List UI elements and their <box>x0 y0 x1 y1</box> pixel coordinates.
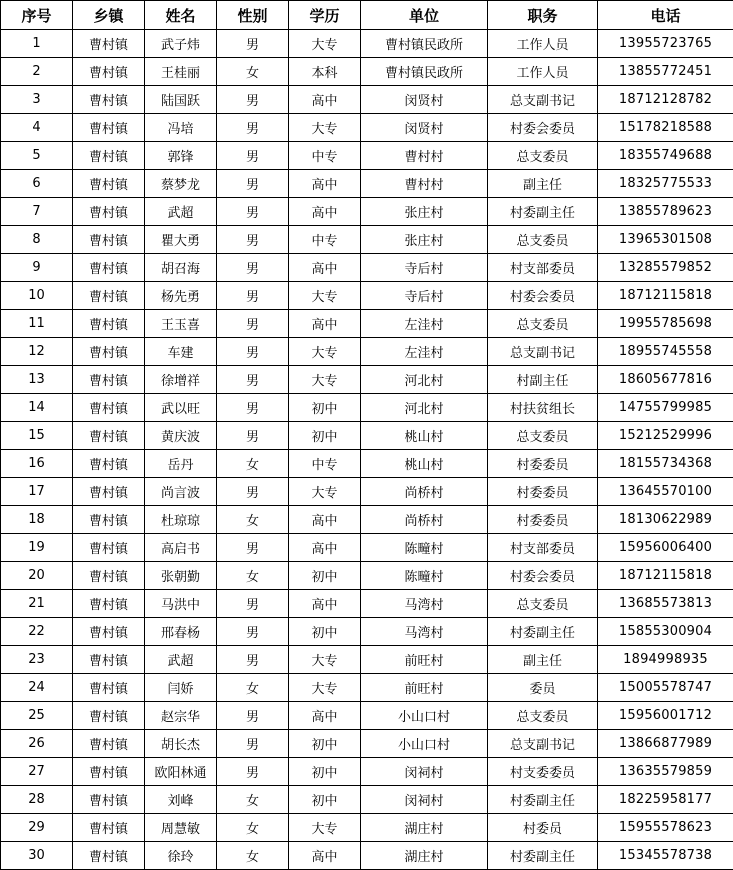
cell-unit: 尚桥村 <box>361 506 488 534</box>
cell-education: 中专 <box>289 226 361 254</box>
table-row <box>1 758 733 786</box>
cell-education: 大专 <box>289 30 361 58</box>
cell-phone: 13965301508 <box>598 226 733 254</box>
cell-town: 曹村镇 <box>73 590 145 618</box>
cell-index: 18 <box>1 506 73 534</box>
cell-position: 副主任 <box>488 646 598 674</box>
cell-position: 村委会委员 <box>488 562 598 590</box>
cell-town: 曹村镇 <box>73 86 145 114</box>
cell-gender: 女 <box>217 814 289 842</box>
cell-education: 大专 <box>289 814 361 842</box>
cell-name: 尚言波 <box>145 478 217 506</box>
cell-position: 总支委员 <box>488 590 598 618</box>
cell-phone: 18325775533 <box>598 170 733 198</box>
cell-phone: 13955723765 <box>598 30 733 58</box>
cell-town: 曹村镇 <box>73 282 145 310</box>
cell-name: 胡召海 <box>145 254 217 282</box>
cell-position: 村委副主任 <box>488 618 598 646</box>
cell-name: 车建 <box>145 338 217 366</box>
cell-index: 28 <box>1 786 73 814</box>
cell-position: 村委员 <box>488 814 598 842</box>
table-row <box>1 842 733 870</box>
table-row <box>1 730 733 758</box>
col-header-unit: 单位 <box>361 1 488 30</box>
cell-education: 高中 <box>289 86 361 114</box>
table-row <box>1 254 733 282</box>
cell-index: 23 <box>1 646 73 674</box>
cell-unit: 左洼村 <box>361 338 488 366</box>
cell-phone: 18712115818 <box>598 562 733 590</box>
cell-town: 曹村镇 <box>73 730 145 758</box>
cell-education: 高中 <box>289 170 361 198</box>
cell-name: 高启书 <box>145 534 217 562</box>
cell-position: 总支委员 <box>488 226 598 254</box>
table-row <box>1 114 733 142</box>
cell-town: 曹村镇 <box>73 646 145 674</box>
cell-unit: 前旺村 <box>361 646 488 674</box>
cell-gender: 男 <box>217 338 289 366</box>
cell-education: 大专 <box>289 338 361 366</box>
cell-education: 大专 <box>289 282 361 310</box>
cell-phone: 18155734368 <box>598 450 733 478</box>
table-row <box>1 422 733 450</box>
cell-index: 16 <box>1 450 73 478</box>
cell-phone: 18130622989 <box>598 506 733 534</box>
cell-position: 委员 <box>488 674 598 702</box>
cell-position: 总支副书记 <box>488 338 598 366</box>
table-row <box>1 58 733 86</box>
cell-town: 曹村镇 <box>73 338 145 366</box>
table-row <box>1 450 733 478</box>
cell-index: 10 <box>1 282 73 310</box>
cell-education: 高中 <box>289 590 361 618</box>
cell-phone: 18712128782 <box>598 86 733 114</box>
cell-phone: 15005578747 <box>598 674 733 702</box>
cell-index: 12 <box>1 338 73 366</box>
cell-gender: 男 <box>217 730 289 758</box>
cell-position: 村委委员 <box>488 506 598 534</box>
cell-town: 曹村镇 <box>73 142 145 170</box>
cell-education: 初中 <box>289 394 361 422</box>
cell-gender: 男 <box>217 86 289 114</box>
cell-education: 初中 <box>289 786 361 814</box>
cell-education: 高中 <box>289 842 361 870</box>
cell-education: 大专 <box>289 646 361 674</box>
cell-index: 5 <box>1 142 73 170</box>
table-row <box>1 366 733 394</box>
cell-name: 武以旺 <box>145 394 217 422</box>
cell-name: 杨先勇 <box>145 282 217 310</box>
cell-index: 29 <box>1 814 73 842</box>
cell-unit: 湖庄村 <box>361 814 488 842</box>
cell-index: 22 <box>1 618 73 646</box>
table-row <box>1 86 733 114</box>
cell-phone: 13645570100 <box>598 478 733 506</box>
table-row <box>1 170 733 198</box>
cell-town: 曹村镇 <box>73 58 145 86</box>
cell-town: 曹村镇 <box>73 618 145 646</box>
cell-name: 冯培 <box>145 114 217 142</box>
cell-name: 闫娇 <box>145 674 217 702</box>
cell-gender: 男 <box>217 394 289 422</box>
col-header-phone: 电话 <box>598 1 733 30</box>
cell-gender: 男 <box>217 646 289 674</box>
cell-position: 工作人员 <box>488 58 598 86</box>
cell-education: 高中 <box>289 254 361 282</box>
col-header-name: 姓名 <box>145 1 217 30</box>
cell-index: 20 <box>1 562 73 590</box>
cell-gender: 女 <box>217 562 289 590</box>
header-row <box>1 1 733 30</box>
cell-phone: 13855772451 <box>598 58 733 86</box>
cell-index: 25 <box>1 702 73 730</box>
cell-position: 村委会委员 <box>488 282 598 310</box>
cell-name: 武超 <box>145 646 217 674</box>
cell-town: 曹村镇 <box>73 506 145 534</box>
cell-education: 中专 <box>289 450 361 478</box>
cell-town: 曹村镇 <box>73 814 145 842</box>
cell-index: 13 <box>1 366 73 394</box>
table-row <box>1 282 733 310</box>
cell-unit: 桃山村 <box>361 450 488 478</box>
table-row <box>1 142 733 170</box>
cell-name: 徐玲 <box>145 842 217 870</box>
table-row <box>1 646 733 674</box>
cell-name: 邢春杨 <box>145 618 217 646</box>
cell-unit: 曹村村 <box>361 170 488 198</box>
cell-education: 高中 <box>289 534 361 562</box>
cell-name: 徐增祥 <box>145 366 217 394</box>
cell-phone: 18355749688 <box>598 142 733 170</box>
cell-position: 村委副主任 <box>488 842 598 870</box>
cell-phone: 15178218588 <box>598 114 733 142</box>
cell-unit: 湖庄村 <box>361 842 488 870</box>
cell-unit: 曹村镇民政所 <box>361 30 488 58</box>
cell-position: 工作人员 <box>488 30 598 58</box>
cell-index: 26 <box>1 730 73 758</box>
cell-name: 王桂丽 <box>145 58 217 86</box>
cell-unit: 张庄村 <box>361 198 488 226</box>
cell-gender: 男 <box>217 478 289 506</box>
cell-gender: 女 <box>217 506 289 534</box>
cell-gender: 男 <box>217 534 289 562</box>
table-row <box>1 702 733 730</box>
cell-town: 曹村镇 <box>73 114 145 142</box>
cell-name: 王玉喜 <box>145 310 217 338</box>
table-row <box>1 674 733 702</box>
cell-phone: 15855300904 <box>598 618 733 646</box>
cell-unit: 陈疃村 <box>361 562 488 590</box>
cell-phone: 18605677816 <box>598 366 733 394</box>
cell-gender: 男 <box>217 702 289 730</box>
cell-unit: 闵祠村 <box>361 786 488 814</box>
cell-education: 中专 <box>289 142 361 170</box>
cell-town: 曹村镇 <box>73 226 145 254</box>
cell-index: 17 <box>1 478 73 506</box>
table-row <box>1 310 733 338</box>
table-row <box>1 30 733 58</box>
cell-gender: 男 <box>217 114 289 142</box>
cell-gender: 男 <box>217 170 289 198</box>
cell-gender: 男 <box>217 310 289 338</box>
cell-town: 曹村镇 <box>73 842 145 870</box>
cell-unit: 闵祠村 <box>361 758 488 786</box>
cell-index: 30 <box>1 842 73 870</box>
cell-phone: 18955745558 <box>598 338 733 366</box>
cell-position: 村扶贫组长 <box>488 394 598 422</box>
cell-position: 村委委员 <box>488 450 598 478</box>
cell-index: 4 <box>1 114 73 142</box>
cell-gender: 女 <box>217 58 289 86</box>
cell-phone: 19955785698 <box>598 310 733 338</box>
cell-name: 张朝勤 <box>145 562 217 590</box>
cell-phone: 13635579859 <box>598 758 733 786</box>
table-row <box>1 562 733 590</box>
cell-phone: 18712115818 <box>598 282 733 310</box>
cell-index: 11 <box>1 310 73 338</box>
cell-education: 高中 <box>289 310 361 338</box>
cell-name: 杜琼琼 <box>145 506 217 534</box>
cell-town: 曹村镇 <box>73 198 145 226</box>
cell-education: 高中 <box>289 506 361 534</box>
cell-name: 瞿大勇 <box>145 226 217 254</box>
cell-phone: 14755799985 <box>598 394 733 422</box>
cell-town: 曹村镇 <box>73 450 145 478</box>
cell-name: 马洪中 <box>145 590 217 618</box>
cell-position: 总支副书记 <box>488 730 598 758</box>
table-row <box>1 786 733 814</box>
cell-index: 27 <box>1 758 73 786</box>
cell-index: 15 <box>1 422 73 450</box>
table-row <box>1 338 733 366</box>
cell-gender: 男 <box>217 590 289 618</box>
cell-education: 初中 <box>289 618 361 646</box>
cell-education: 大专 <box>289 478 361 506</box>
cell-position: 总支委员 <box>488 702 598 730</box>
cell-position: 总支副书记 <box>488 86 598 114</box>
cell-index: 6 <box>1 170 73 198</box>
cell-phone: 15345578738 <box>598 842 733 870</box>
cell-index: 8 <box>1 226 73 254</box>
cell-position: 村委委员 <box>488 478 598 506</box>
cell-town: 曹村镇 <box>73 30 145 58</box>
cell-index: 14 <box>1 394 73 422</box>
cell-education: 高中 <box>289 702 361 730</box>
cell-index: 1 <box>1 30 73 58</box>
cell-phone: 13855789623 <box>598 198 733 226</box>
cell-town: 曹村镇 <box>73 394 145 422</box>
cell-unit: 前旺村 <box>361 674 488 702</box>
cell-gender: 男 <box>217 198 289 226</box>
table-row <box>1 590 733 618</box>
cell-education: 初中 <box>289 562 361 590</box>
table-row <box>1 394 733 422</box>
cell-education: 高中 <box>289 198 361 226</box>
cell-unit: 寺后村 <box>361 254 488 282</box>
cell-index: 7 <box>1 198 73 226</box>
cell-town: 曹村镇 <box>73 310 145 338</box>
cell-position: 村委会委员 <box>488 114 598 142</box>
cell-gender: 男 <box>217 254 289 282</box>
cell-town: 曹村镇 <box>73 786 145 814</box>
cell-phone: 13866877989 <box>598 730 733 758</box>
cell-phone: 13285579852 <box>598 254 733 282</box>
cell-education: 大专 <box>289 674 361 702</box>
cell-position: 总支委员 <box>488 310 598 338</box>
cell-phone: 15955578623 <box>598 814 733 842</box>
cell-unit: 曹村村 <box>361 142 488 170</box>
cell-position: 村委副主任 <box>488 198 598 226</box>
cell-education: 初中 <box>289 758 361 786</box>
table-row <box>1 226 733 254</box>
cell-town: 曹村镇 <box>73 366 145 394</box>
cell-town: 曹村镇 <box>73 702 145 730</box>
cell-phone: 13685573813 <box>598 590 733 618</box>
cell-phone: 15212529996 <box>598 422 733 450</box>
cell-education: 本科 <box>289 58 361 86</box>
cell-gender: 女 <box>217 786 289 814</box>
cell-unit: 马湾村 <box>361 590 488 618</box>
table-row <box>1 618 733 646</box>
table-row <box>1 198 733 226</box>
cell-education: 大专 <box>289 366 361 394</box>
cell-name: 赵宗华 <box>145 702 217 730</box>
cell-unit: 张庄村 <box>361 226 488 254</box>
cell-phone: 18225958177 <box>598 786 733 814</box>
cell-education: 初中 <box>289 730 361 758</box>
cell-town: 曹村镇 <box>73 758 145 786</box>
cell-index: 24 <box>1 674 73 702</box>
cell-unit: 河北村 <box>361 366 488 394</box>
cell-unit: 桃山村 <box>361 422 488 450</box>
cell-phone: 1894998935 <box>598 646 733 674</box>
cell-unit: 马湾村 <box>361 618 488 646</box>
cell-unit: 小山口村 <box>361 702 488 730</box>
table-row <box>1 814 733 842</box>
cell-name: 胡长杰 <box>145 730 217 758</box>
cell-gender: 男 <box>217 758 289 786</box>
cell-town: 曹村镇 <box>73 562 145 590</box>
cell-gender: 女 <box>217 450 289 478</box>
cell-position: 村支部委员 <box>488 254 598 282</box>
cell-name: 周慧敏 <box>145 814 217 842</box>
table-row <box>1 534 733 562</box>
cell-gender: 女 <box>217 842 289 870</box>
col-header-education: 学历 <box>289 1 361 30</box>
cell-unit: 陈疃村 <box>361 534 488 562</box>
cell-unit: 寺后村 <box>361 282 488 310</box>
cell-town: 曹村镇 <box>73 478 145 506</box>
cell-education: 初中 <box>289 422 361 450</box>
cell-unit: 左洼村 <box>361 310 488 338</box>
cell-unit: 小山口村 <box>361 730 488 758</box>
cell-education: 大专 <box>289 114 361 142</box>
cell-gender: 男 <box>217 618 289 646</box>
cell-gender: 男 <box>217 282 289 310</box>
cell-unit: 尚桥村 <box>361 478 488 506</box>
cell-name: 蔡梦龙 <box>145 170 217 198</box>
cell-unit: 河北村 <box>361 394 488 422</box>
col-header-gender: 性别 <box>217 1 289 30</box>
cell-town: 曹村镇 <box>73 254 145 282</box>
cell-name: 黄庆波 <box>145 422 217 450</box>
col-header-position: 职务 <box>488 1 598 30</box>
col-header-town: 乡镇 <box>73 1 145 30</box>
cell-town: 曹村镇 <box>73 534 145 562</box>
cell-phone: 15956006400 <box>598 534 733 562</box>
cell-name: 陆国跃 <box>145 86 217 114</box>
cell-index: 3 <box>1 86 73 114</box>
cell-position: 总支委员 <box>488 142 598 170</box>
cell-name: 武子炜 <box>145 30 217 58</box>
cell-unit: 闵贤村 <box>361 114 488 142</box>
cell-name: 刘峰 <box>145 786 217 814</box>
col-header-index: 序号 <box>1 1 73 30</box>
table-body <box>1 30 733 870</box>
cell-name: 武超 <box>145 198 217 226</box>
cell-town: 曹村镇 <box>73 674 145 702</box>
table-row <box>1 478 733 506</box>
cell-position: 副主任 <box>488 170 598 198</box>
cell-name: 岳丹 <box>145 450 217 478</box>
cell-town: 曹村镇 <box>73 422 145 450</box>
cell-position: 总支委员 <box>488 422 598 450</box>
cell-position: 村支部委员 <box>488 534 598 562</box>
cell-position: 村副主任 <box>488 366 598 394</box>
cell-phone: 15956001712 <box>598 702 733 730</box>
cell-gender: 男 <box>217 226 289 254</box>
cell-gender: 男 <box>217 30 289 58</box>
cell-unit: 闵贤村 <box>361 86 488 114</box>
cell-index: 19 <box>1 534 73 562</box>
cell-index: 2 <box>1 58 73 86</box>
cell-name: 欧阳林通 <box>145 758 217 786</box>
cell-index: 9 <box>1 254 73 282</box>
cell-gender: 男 <box>217 366 289 394</box>
cell-name: 郭锋 <box>145 142 217 170</box>
cell-town: 曹村镇 <box>73 170 145 198</box>
cell-unit: 曹村镇民政所 <box>361 58 488 86</box>
cell-gender: 女 <box>217 674 289 702</box>
table-row <box>1 506 733 534</box>
cell-index: 21 <box>1 590 73 618</box>
cell-position: 村委副主任 <box>488 786 598 814</box>
cell-gender: 男 <box>217 422 289 450</box>
cell-gender: 男 <box>217 142 289 170</box>
cell-position: 村支委委员 <box>488 758 598 786</box>
